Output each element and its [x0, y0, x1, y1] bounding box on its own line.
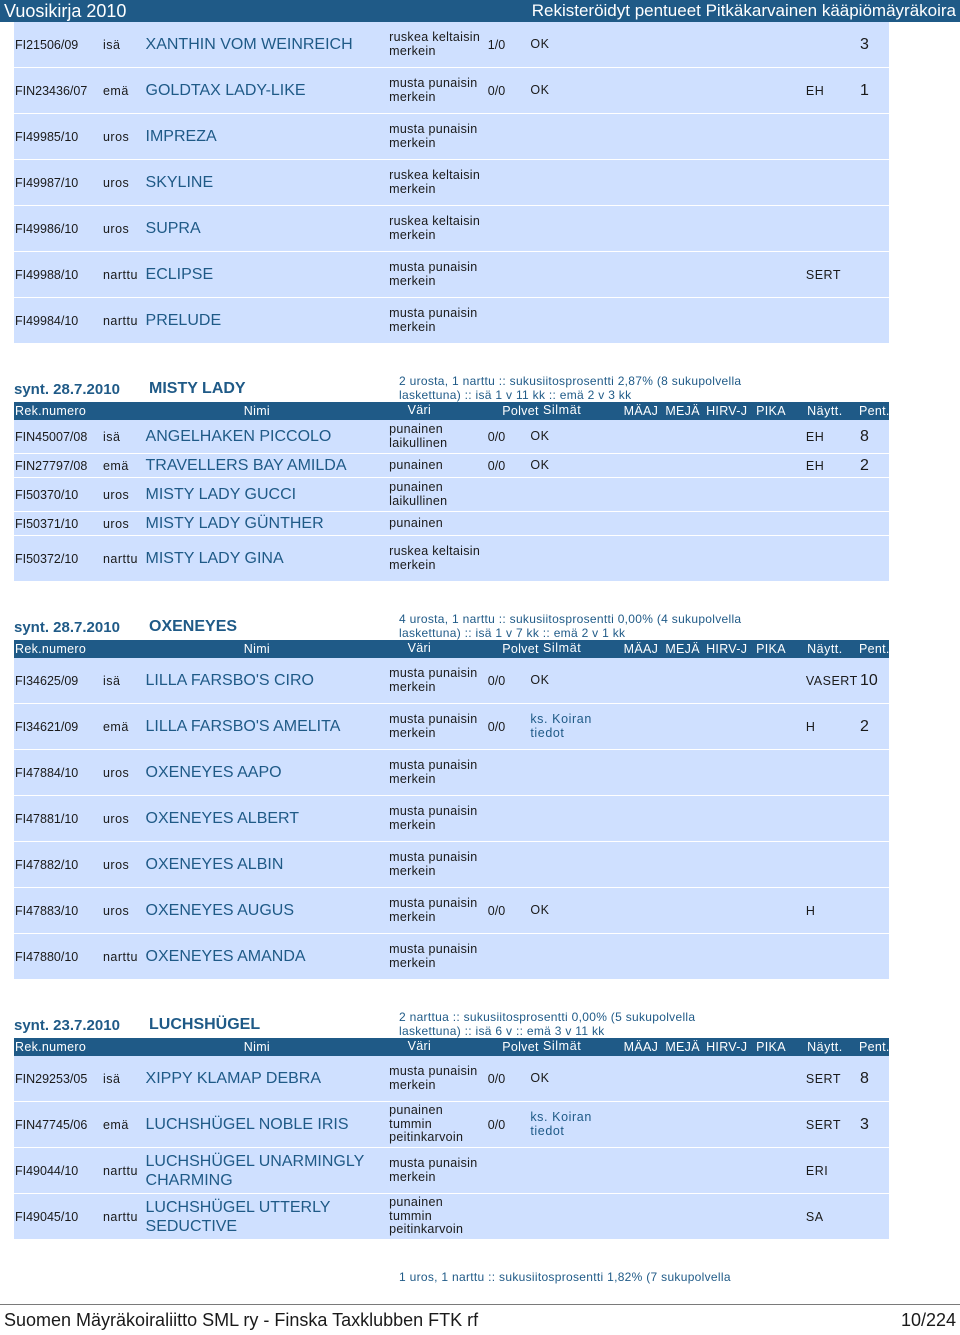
dog-name: MISTY LADY GINA [145, 550, 284, 567]
eye-result: OK [530, 457, 550, 472]
table-row [14, 298, 889, 344]
col-pika: PIKA [756, 642, 786, 656]
litter-title [14, 1010, 889, 1038]
sex: narttu [102, 551, 138, 566]
table-row [14, 1194, 889, 1240]
table-row [14, 160, 889, 206]
reg-number: FIN45007/08 [15, 429, 88, 444]
table-row [14, 478, 889, 512]
dog-name: MISTY LADY GÜNTHER [145, 515, 324, 532]
eye-result: ks. Koiran tiedot [530, 1109, 592, 1138]
reg-number: FI49986/10 [15, 221, 79, 236]
patella: 0/0 [487, 1117, 506, 1132]
col-eyes: Silmät [542, 641, 582, 656]
dog-name: PRELUDE [145, 312, 222, 329]
reg-number: FI47883/10 [15, 903, 79, 918]
sex: isä [102, 673, 121, 688]
color: musta punaisin merkein [389, 1155, 478, 1184]
sex: narttu [102, 1209, 138, 1224]
patella: 0/0 [487, 83, 506, 98]
show-result: EH [805, 429, 825, 444]
summary-line: 2 narttua :: sukusiitosprosentti 0,00% (5 sukupolvella [399, 1010, 696, 1024]
kennel-name: LUCHSHÜGEL [149, 1016, 261, 1033]
reg-number: FI47884/10 [15, 765, 79, 780]
sex: uros [102, 516, 130, 531]
sex: uros [102, 175, 130, 190]
litter-title [14, 374, 889, 402]
color: musta punaisin merkein [389, 941, 478, 970]
col-name: Nimi [243, 403, 270, 418]
sex: emä [102, 83, 129, 98]
reg-number: FIN47745/06 [15, 1117, 88, 1132]
litter-count: 2 [860, 717, 869, 735]
reg-number: FI34621/09 [15, 719, 79, 734]
color: musta punaisin merkein [389, 259, 478, 288]
table-row [14, 512, 889, 536]
color: musta punaisin merkein [389, 665, 478, 694]
show-result: SERT [805, 267, 841, 282]
sex: narttu [102, 1163, 138, 1178]
col-meja: MEJÄ [665, 404, 700, 418]
dog-name: XANTHIN VOM WEINREICH [145, 36, 353, 53]
color: punainen tummin peitinkarvoin [389, 1195, 464, 1237]
color: musta punaisin merkein [389, 75, 478, 104]
dog-name: OXENEYES AMANDA [145, 948, 306, 965]
col-name: Nimi [243, 641, 270, 656]
eye-result: OK [530, 672, 550, 687]
reg-number: FI49988/10 [15, 267, 79, 282]
page-footer [0, 1304, 960, 1335]
color: ruskea keltaisin merkein [389, 167, 481, 196]
table-row [14, 658, 889, 704]
litter-count: 8 [860, 427, 869, 445]
table-row [14, 842, 889, 888]
litter-count: 2 [860, 456, 869, 474]
patella: 0/0 [487, 903, 506, 918]
column-header [14, 640, 889, 658]
color: musta punaisin merkein [389, 711, 478, 740]
summary-line: 4 urosta, 1 narttu :: sukusiitosprosentti 0,00% (4 sukupolvella [399, 612, 742, 626]
dog-name: OXENEYES ALBERT [145, 810, 300, 827]
col-maaj: MÄAJ [623, 404, 659, 418]
dog-name: TRAVELLERS BAY AMILDA [145, 457, 347, 474]
litter [14, 612, 889, 980]
sex: narttu [102, 267, 138, 282]
dog-name: IMPREZA [145, 128, 217, 145]
table-row [14, 206, 889, 252]
table-row [14, 750, 889, 796]
sex: isä [102, 37, 121, 52]
table-row [14, 934, 889, 980]
col-pika: PIKA [756, 1040, 786, 1054]
patella: 0/0 [487, 429, 506, 444]
sex: uros [102, 221, 130, 236]
publisher: Suomen Mäyräkoiraliitto SML ry - Finska Taxklubben FTK rf [4, 1309, 479, 1330]
table-row [14, 68, 889, 114]
litter-count: 3 [860, 35, 869, 53]
col-reg: Rek.numero [15, 642, 87, 656]
sex: narttu [102, 949, 138, 964]
col-hirv: HIRV-J [706, 642, 748, 656]
reg-number: FI34625/09 [15, 673, 79, 688]
color: punainen [389, 515, 444, 530]
col-pent: Pent. [859, 1040, 890, 1054]
show-result: H [805, 719, 816, 734]
col-nayt: Näytt. [807, 642, 843, 656]
page-header [0, 0, 960, 22]
sex: isä [102, 1071, 121, 1086]
reg-number: FI21506/09 [15, 37, 79, 52]
birth-date: synt. 23.7.2010 [14, 1017, 120, 1034]
table-row [14, 252, 889, 298]
color: musta punaisin merkein [389, 849, 478, 878]
litter [14, 374, 889, 582]
litter-summary [399, 1010, 695, 1038]
page-number: 10/224 [900, 1309, 956, 1330]
col-maaj: MÄAJ [623, 642, 659, 656]
table-row [14, 114, 889, 160]
kennel-name: MISTY LADY [149, 380, 246, 397]
next-litter [14, 1270, 889, 1284]
col-patella: Polvet [502, 1040, 539, 1054]
eye-result: OK [530, 428, 550, 443]
sex: uros [102, 811, 130, 826]
col-color: Väri [407, 641, 432, 656]
section-title: Rekisteröidyt pentueet Pitkäkarvainen kääpiömäyräkoira [531, 1, 956, 20]
color: punainen [389, 457, 444, 472]
litter-count: 10 [860, 671, 878, 689]
birth-date: synt. 28.7.2010 [14, 619, 120, 636]
litter-count: 1 [860, 81, 869, 99]
color: musta punaisin merkein [389, 757, 478, 786]
sex: isä [102, 429, 121, 444]
reg-number: FI47882/10 [15, 857, 79, 872]
color: musta punaisin merkein [389, 305, 478, 334]
patella: 0/0 [487, 719, 506, 734]
reg-number: FI49985/10 [15, 129, 79, 144]
show-result: EH [805, 458, 825, 473]
color: punainen tummin peitinkarvoin [389, 1103, 464, 1145]
col-name: Nimi [243, 1039, 270, 1054]
table-row [14, 704, 889, 750]
dog-name: LUCHSHÜGEL UNARMINGLY CHARMING [145, 1152, 364, 1189]
dog-name: ANGELHAKEN PICCOLO [145, 428, 332, 445]
reg-number: FI49045/10 [15, 1209, 79, 1224]
color: musta punaisin merkein [389, 121, 478, 150]
col-patella: Polvet [502, 404, 539, 418]
show-result: VASERT [805, 673, 858, 688]
col-pent: Pent. [859, 404, 890, 418]
dog-name: SUPRA [145, 220, 201, 237]
sex: emä [102, 1117, 129, 1132]
show-result: SERT [805, 1071, 841, 1086]
col-eyes: Silmät [542, 403, 582, 418]
summary-line: 2 urosta, 1 narttu :: sukusiitosprosentti 2,87% (8 sukupolvella [399, 374, 742, 388]
summary-line: laskettuna) :: isä 1 v 11 kk :: emä 2 v 3 kk [399, 388, 632, 402]
litter-list [0, 22, 960, 1302]
table-row [14, 1102, 889, 1148]
sex: uros [102, 903, 130, 918]
litter-title [14, 1270, 889, 1284]
col-pika: PIKA [756, 404, 786, 418]
sex: uros [102, 857, 130, 872]
litter-count: 8 [860, 1069, 869, 1087]
sex: narttu [102, 313, 138, 328]
show-result: SA [805, 1209, 824, 1224]
color: ruskea keltaisin merkein [389, 213, 481, 242]
patella: 0/0 [487, 673, 506, 688]
col-color: Väri [407, 403, 432, 418]
color: ruskea keltaisin merkein [389, 29, 481, 58]
dog-name: OXENEYES AUGUS [145, 902, 295, 919]
reg-number: FIN29253/05 [15, 1071, 88, 1086]
show-result: ERI [805, 1163, 829, 1178]
dog-name: LILLA FARSBO'S CIRO [145, 672, 314, 689]
col-nayt: Näytt. [807, 404, 843, 418]
eye-result: OK [530, 82, 550, 97]
dog-name: ECLIPSE [145, 266, 214, 283]
color: punainen laikullinen [389, 421, 448, 450]
reg-number: FI49044/10 [15, 1163, 79, 1178]
sex: uros [102, 487, 130, 502]
litter [14, 1010, 889, 1240]
col-hirv: HIRV-J [706, 1040, 748, 1054]
reg-number: FIN27797/08 [15, 458, 88, 473]
col-patella: Polvet [502, 642, 539, 656]
dog-name: XIPPY KLAMAP DEBRA [145, 1070, 322, 1087]
yearbook-title: Vuosikirja 2010 [4, 0, 127, 21]
summary-line: laskettuna) :: isä 6 v :: emä 3 v 11 kk [399, 1024, 605, 1038]
color: punainen laikullinen [389, 479, 448, 508]
dog-name: SKYLINE [145, 174, 214, 191]
patella: 0/0 [487, 458, 506, 473]
table-row [14, 888, 889, 934]
litter-continued [14, 22, 889, 344]
eye-result: OK [530, 902, 550, 917]
patella: 0/0 [487, 1071, 506, 1086]
table-row [14, 796, 889, 842]
color: musta punaisin merkein [389, 803, 478, 832]
sex: uros [102, 129, 130, 144]
table-row [14, 420, 889, 454]
sex: uros [102, 765, 130, 780]
col-nayt: Näytt. [807, 1040, 843, 1054]
eye-result: ks. Koiran tiedot [530, 711, 592, 740]
sex: emä [102, 458, 129, 473]
eye-result: OK [530, 36, 550, 51]
col-color: Väri [407, 1039, 432, 1054]
color: musta punaisin merkein [389, 895, 478, 924]
color: musta punaisin merkein [389, 1063, 478, 1092]
eye-result: OK [530, 1070, 550, 1085]
table-row [14, 536, 889, 582]
birth-date: synt. 28.7.2010 [14, 381, 120, 398]
col-hirv: HIRV-J [706, 404, 748, 418]
table-row [14, 1148, 889, 1194]
litter-count: 3 [860, 1115, 869, 1133]
reg-number: FIN23436/07 [15, 83, 88, 98]
dog-name: LUCHSHÜGEL NOBLE IRIS [145, 1116, 349, 1133]
dog-name: MISTY LADY GUCCI [145, 486, 297, 503]
reg-number: FI50372/10 [15, 551, 79, 566]
reg-number: FI49987/10 [15, 175, 79, 190]
reg-number: FI50371/10 [15, 516, 79, 531]
reg-number: FI50370/10 [15, 487, 79, 502]
dog-name: GOLDTAX LADY-LIKE [145, 82, 306, 99]
dog-name: OXENEYES AAPO [145, 764, 282, 781]
col-eyes: Silmät [542, 1039, 582, 1054]
dog-name: LILLA FARSBO'S AMELITA [145, 718, 341, 735]
sex: emä [102, 719, 129, 734]
reg-number: FI49984/10 [15, 313, 79, 328]
litter-summary [399, 374, 741, 402]
column-header [14, 1038, 889, 1056]
kennel-name: OXENEYES [149, 618, 238, 635]
patella: 1/0 [487, 37, 506, 52]
show-result: EH [805, 83, 825, 98]
col-meja: MEJÄ [665, 1040, 700, 1054]
litter-summary [399, 612, 741, 640]
table-row [14, 22, 889, 68]
color: ruskea keltaisin merkein [389, 543, 481, 572]
col-meja: MEJÄ [665, 642, 700, 656]
table-row [14, 454, 889, 478]
col-reg: Rek.numero [15, 1040, 87, 1054]
col-pent: Pent. [859, 642, 890, 656]
show-result: SERT [805, 1117, 841, 1132]
dog-name: OXENEYES ALBIN [145, 856, 284, 873]
litter-summary: 1 uros, 1 narttu :: sukusiitosprosentti 1,82% (7 sukupolvella [399, 1270, 731, 1284]
dog-name: LUCHSHÜGEL UTTERLY SEDUCTIVE [145, 1198, 331, 1235]
show-result: H [805, 903, 816, 918]
reg-number: FI47880/10 [15, 949, 79, 964]
table-row [14, 1056, 889, 1102]
col-reg: Rek.numero [15, 404, 87, 418]
reg-number: FI47881/10 [15, 811, 79, 826]
summary-line: laskettuna) :: isä 1 v 7 kk :: emä 2 v 1 kk [399, 626, 626, 640]
col-maaj: MÄAJ [623, 1040, 659, 1054]
column-header [14, 402, 889, 420]
litter-title [14, 612, 889, 640]
